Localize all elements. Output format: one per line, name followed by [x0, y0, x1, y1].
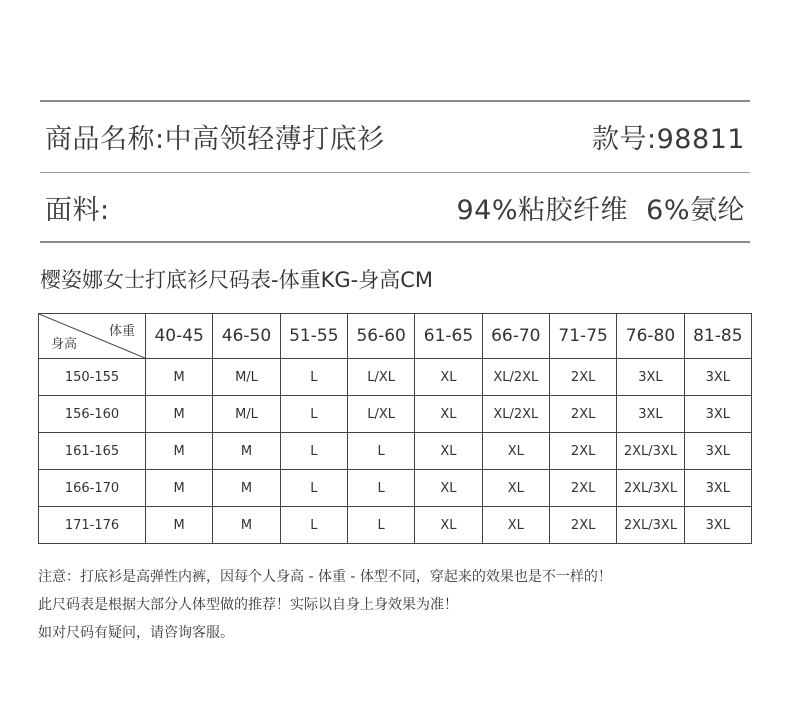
- weight-column-header: 71-75: [549, 314, 616, 359]
- size-cell: M: [146, 396, 213, 433]
- size-cell: L: [280, 470, 347, 507]
- size-cell: L: [280, 359, 347, 396]
- table-row: [39, 507, 752, 544]
- note-line: 注意：打底衫是高弹性内裤，因每个人身高 - 体重 - 体型不同，穿起来的效果也是不一样的！: [38, 569, 612, 585]
- middle-divider: [40, 172, 750, 173]
- table-row: [39, 470, 752, 507]
- corner-cell: [39, 314, 146, 359]
- size-cell: XL: [482, 433, 549, 470]
- style-number-label: 款号:: [591, 123, 657, 155]
- size-cell: 2XL: [549, 396, 616, 433]
- size-cell: L: [347, 433, 414, 470]
- size-cell: M: [213, 433, 280, 470]
- table-row: [39, 359, 752, 396]
- material-row: [45, 187, 745, 227]
- size-cell: 2XL/3XL: [617, 507, 684, 544]
- table-row: [39, 433, 752, 470]
- size-cell: L: [347, 507, 414, 544]
- size-cell: M: [146, 470, 213, 507]
- size-cell: M/L: [213, 396, 280, 433]
- height-axis-label: 身高: [51, 337, 78, 352]
- weight-column-header: 51-55: [280, 314, 347, 359]
- product-name-label: 商品名称:: [45, 123, 165, 155]
- size-cell: 2XL: [549, 433, 616, 470]
- size-cell: 3XL: [617, 359, 684, 396]
- note-line: 如对尺码有疑问，请咨询客服。: [38, 625, 234, 641]
- size-chart-title: 樱姿娜女士打底衫尺码表-体重KG-身高CM: [40, 268, 433, 292]
- size-cell: 3XL: [684, 396, 751, 433]
- top-divider: [40, 100, 750, 102]
- weight-column-header: 66-70: [482, 314, 549, 359]
- size-cell: M: [146, 359, 213, 396]
- size-cell: M: [213, 470, 280, 507]
- weight-column-header: 81-85: [684, 314, 751, 359]
- size-cell: 3XL: [617, 396, 684, 433]
- height-range-cell: 166-170: [39, 470, 146, 507]
- size-cell: 2XL/3XL: [617, 470, 684, 507]
- size-cell: 2XL: [549, 470, 616, 507]
- size-cell: M: [213, 507, 280, 544]
- size-chart-header-row: [39, 314, 752, 359]
- size-cell: L/XL: [347, 359, 414, 396]
- size-cell: XL: [482, 507, 549, 544]
- style-number-value: 98811: [656, 123, 745, 155]
- size-cell: 2XL: [549, 359, 616, 396]
- size-cell: 3XL: [684, 470, 751, 507]
- weight-column-header: 76-80: [617, 314, 684, 359]
- size-cell: L: [280, 396, 347, 433]
- size-cell: 2XL/3XL: [617, 433, 684, 470]
- weight-column-header: 61-65: [415, 314, 482, 359]
- size-cell: L: [280, 507, 347, 544]
- product-name: [45, 117, 385, 156]
- size-cell: XL/2XL: [482, 359, 549, 396]
- size-cell: XL: [482, 470, 549, 507]
- size-cell: XL: [415, 433, 482, 470]
- size-cell: M: [146, 433, 213, 470]
- size-cell: L/XL: [347, 396, 414, 433]
- size-cell: M/L: [213, 359, 280, 396]
- size-cell: L: [280, 433, 347, 470]
- height-range-cell: 171-176: [39, 507, 146, 544]
- weight-axis-label: 体重: [108, 324, 135, 339]
- weight-column-header: 56-60: [347, 314, 414, 359]
- size-cell: 3XL: [684, 507, 751, 544]
- size-cell: XL/2XL: [482, 396, 549, 433]
- weight-column-header: 46-50: [213, 314, 280, 359]
- height-range-cell: 150-155: [39, 359, 146, 396]
- size-cell: XL: [415, 359, 482, 396]
- height-range-cell: 161-165: [39, 433, 146, 470]
- weight-column-header: 40-45: [146, 314, 213, 359]
- size-cell: XL: [415, 507, 482, 544]
- size-cell: M: [146, 507, 213, 544]
- material-value: 94%粘胶纤维 6%氨纶: [456, 194, 745, 226]
- height-range-cell: 156-160: [39, 396, 146, 433]
- size-chart-body: [39, 359, 752, 544]
- size-chart-table: [38, 313, 752, 544]
- size-cell: 3XL: [684, 433, 751, 470]
- product-name-row: [45, 116, 745, 156]
- material-label: 面料:: [45, 194, 110, 226]
- size-cell: XL: [415, 470, 482, 507]
- size-notes: [38, 563, 612, 647]
- size-cell: L: [347, 470, 414, 507]
- size-cell: 2XL: [549, 507, 616, 544]
- product-name-value: 中高领轻薄打底衫: [164, 123, 385, 155]
- size-cell: XL: [415, 396, 482, 433]
- style-number: [592, 117, 745, 156]
- bottom-divider: [40, 241, 750, 243]
- table-row: [39, 396, 752, 433]
- note-line: 此尺码表是根据大部分人体型做的推荐！实际以自身上身效果为准！: [38, 597, 458, 613]
- size-cell: 3XL: [684, 359, 751, 396]
